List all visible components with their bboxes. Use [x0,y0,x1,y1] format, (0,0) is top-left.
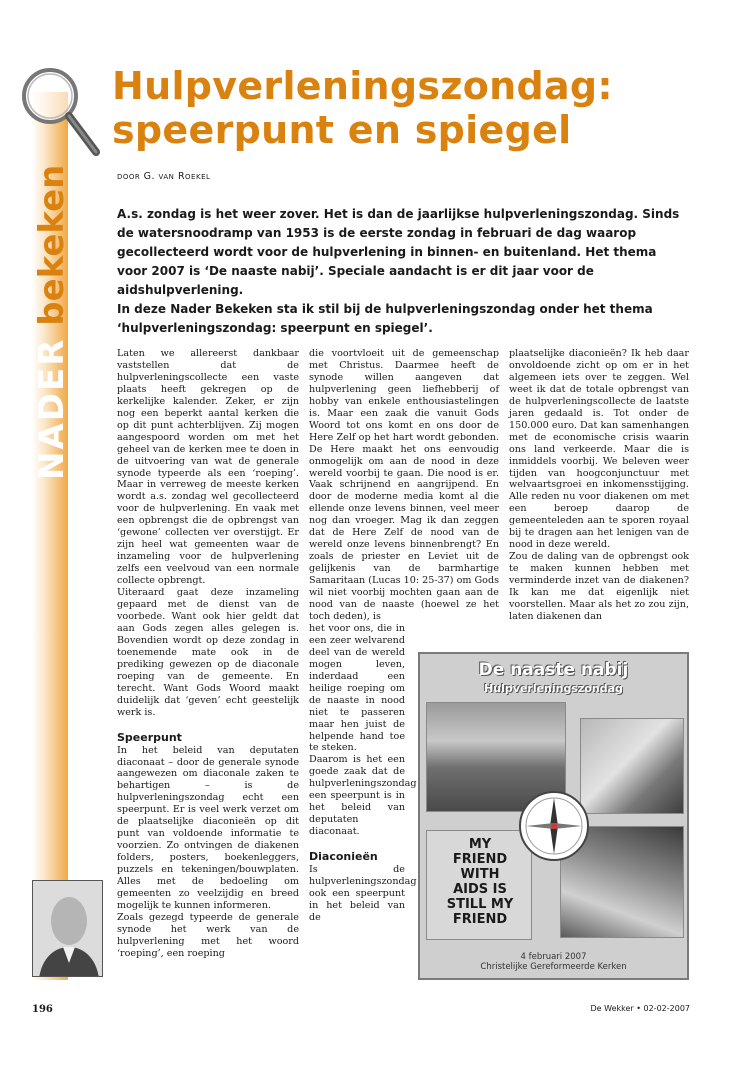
intro-paragraph-1: A.s. zondag is het weer zover. Het is dan de jaarlijkse hulpverleningszondag. Sinds de watersnoodramp van 1953 is de eerste zondag in februari de dag waarop gecollecteerd wordt voor de hulpverlening in binnen- en buitenland. Het thema voor 2007 is ‘De naaste nabij’. Speciale aandacht is er dit jaar voor de aidshulpverlening. [117,207,680,297]
sidebar-word-bekeken: bekeken [32,164,72,326]
headline-line-1: Hulpverleningszondag: [112,64,613,108]
page-number: 196 [32,1004,53,1015]
sign-line-5: STILL MY [446,897,514,912]
magnifier-icon [14,60,104,160]
poster-image [418,652,689,980]
col2-paragraph-2: het voor ons, die in een zeer welvarend deel van de wereld mogen leven, inderdaad een heilige roeping om de naaste in nood niet te passeren maar hen juist de helpende hand toe te steken. [309,622,405,754]
sign-line-4: AIDS IS [453,882,507,897]
byline-prefix: door [117,171,141,182]
article-headline [112,64,712,152]
col3-paragraph-2: Zou de daling van de opbrengst ook te maken kunnen hebben met verminderde inzet van de diakenen? Ik kan me dat eigenlijk niet voorstellen. Maar als het zo zou zijn, laten diakenen dan [509,551,689,622]
intro-lead [117,205,689,338]
footer-source: De Wekker • 02-02-2007 [590,1004,690,1013]
poster-sign-text [433,837,527,927]
headline-line-2: speerpunt en spiegel [112,108,572,152]
col1-paragraph-1: Laten we allereerst dankbaar vaststellen dat de hulpverleningscollecte een vaste plaats heeft gekregen op de kerkelijke kalender. Zeker, er zijn nog een beperkt aantal kerken die op dit punt achterblijven. Zij mogen aangespoord worden om met het geheel van de kerken mee te doen in de uitvoering van wat de generale synode typeerde als een ‘roeping’. Maar in verreweg de meeste kerken wordt a.s. zondag wel gecollecteerd voor de hulpverlening. En vaak met een opbrengst die de opbrengst van ‘gewone’ collecten ver overstijgt. Er zijn heel wat gemeenten waar de inzameling voor de hulpverlening zelfs een veelvoud van een normale collecte opbrengt. [117,348,299,587]
intro-paragraph-2: In deze Nader Bekeken sta ik stil bij de hulpverleningszondag onder het thema ‘hulpverleningszondag: speerpunt en spiegel’. [117,302,653,335]
col1-paragraph-3: In het beleid van deputaten diaconaat – door de generale synode aangewezen om diaconale zaken te behartigen – is de hulpverleningszondag echt een speerpunt. Er is veel werk verzet om de plaatselijke diaconieën op dit punt van voldoende informatie te voorzien. Zo ontvingen de diakenen folders, posters, boekenleggers, puzzels en tekeningen/bouwplaten. Alles met de bedoeling om gemeenten zo veelzijdig en breed mogelijk te kunnen informeren. [117,744,299,911]
col2-paragraph-4: Is de hulpverleningszondag ook een speerpunt in het beleid van de [309,864,417,923]
poster-date-block [420,952,687,972]
col3-paragraph-1: plaatselijke diaconieën? Ik heb daar onvoldoende zicht op om er in het algemeen iets over te zeggen. Wel weet ik dat de totale opbrengst van de hulpverleningscollecte de laatste jaren gedaald is. Tot onder de 150.000 euro. Dat kan samenhangen met de economische crisis waarin ons land verkeerde. Maar die is inmiddels voorbij. We beleven weer tijden van hoogconjunctuur met welvaartsgroei en inkomensstijging. Alle reden nu voor diakenen om met een beroep daarop de gemeenteleden aan te sporen royaal bij te dragen aan het lenigen van de nood in deze wereld. [509,348,689,551]
compass-icon [516,788,592,864]
col1-paragraph-2: Uiteraard gaat deze inzameling gepaard met de dienst van de voorbede. Want ook hier geldt dat aan Gods zegen alles gelegen is. Bovendien wordt op deze zondag in toenemende mate ook in de prediking gewezen op de diaconale roeping van de gemeente. En terecht. Want Gods Woord maakt duidelijk dat ‘geven’ echt geestelijk werk is. [117,587,299,718]
col1-paragraph-4: Zoals gezegd typeerde de generale synode het werk van de hulpverlening met het woord ‘roeping’, een roeping [117,911,299,959]
sidebar-title [32,164,72,516]
poster-date: 4 februari 2007 [520,952,587,962]
poster-subtitle: Hulpverleningszondag [484,682,623,695]
byline-author: G. van Roekel [143,171,211,182]
col2-narrow-block [309,622,417,924]
sidebar-word-nader: NADER [32,337,72,480]
byline [117,171,210,182]
sign-line-3: WITH [460,867,500,882]
author-portrait-icon [33,881,103,977]
column-3 [509,348,689,623]
sign-line-6: FRIEND [452,912,508,927]
column-1 [117,348,299,960]
poster-photo-people [580,718,684,814]
author-photo [32,880,103,977]
sign-line-1: MY [468,837,492,852]
col2-paragraph-1: die voortvloeit uit de gemeenschap met Christus. Daarmee heeft de synode willen aangeven dat hulpverlening geen liefhebberij of hobby van enkele enthousiastelingen is. Maar een zaak die vanuit Gods Woord tot ons komt en ons door de Here Zelf op het hart wordt gebonden. De Here maakt het ons eenvoudig onmogelijk om aan de nood in deze wereld voorbij te gaan. Die nood is er. Vaak schrijnend en aangrijpend. En door de moderne media komt al die ellende onze levens binnen, veel meer nog dan vroeger. Mag ik dan zeggen dat de Here Zelf de nood van de wereld onze levens binnenbrengt? En zoals de priester en Leviet uit de gelijkenis van de barmhartige Samaritaan (Lucas 10: 25-37) om Gods wil niet voorbij mochten gaan aan de nood van de naaste (hoewel ze het toch deden), is [309,348,500,622]
poster-title: De naaste nabij [478,660,629,680]
col2-paragraph-3: Daarom is het een goede zaak dat de hulpverleningszondag een speerpunt is in het beleid van deputaten diaconaat. [309,754,417,838]
col1-subheading-speerpunt: Speerpunt [117,730,182,744]
poster-church: Christelijke Gereformeerde Kerken [480,962,627,972]
sign-line-2: FRIEND [452,852,508,867]
col2-subheading-diaconieen: Diaconieën [309,850,378,864]
